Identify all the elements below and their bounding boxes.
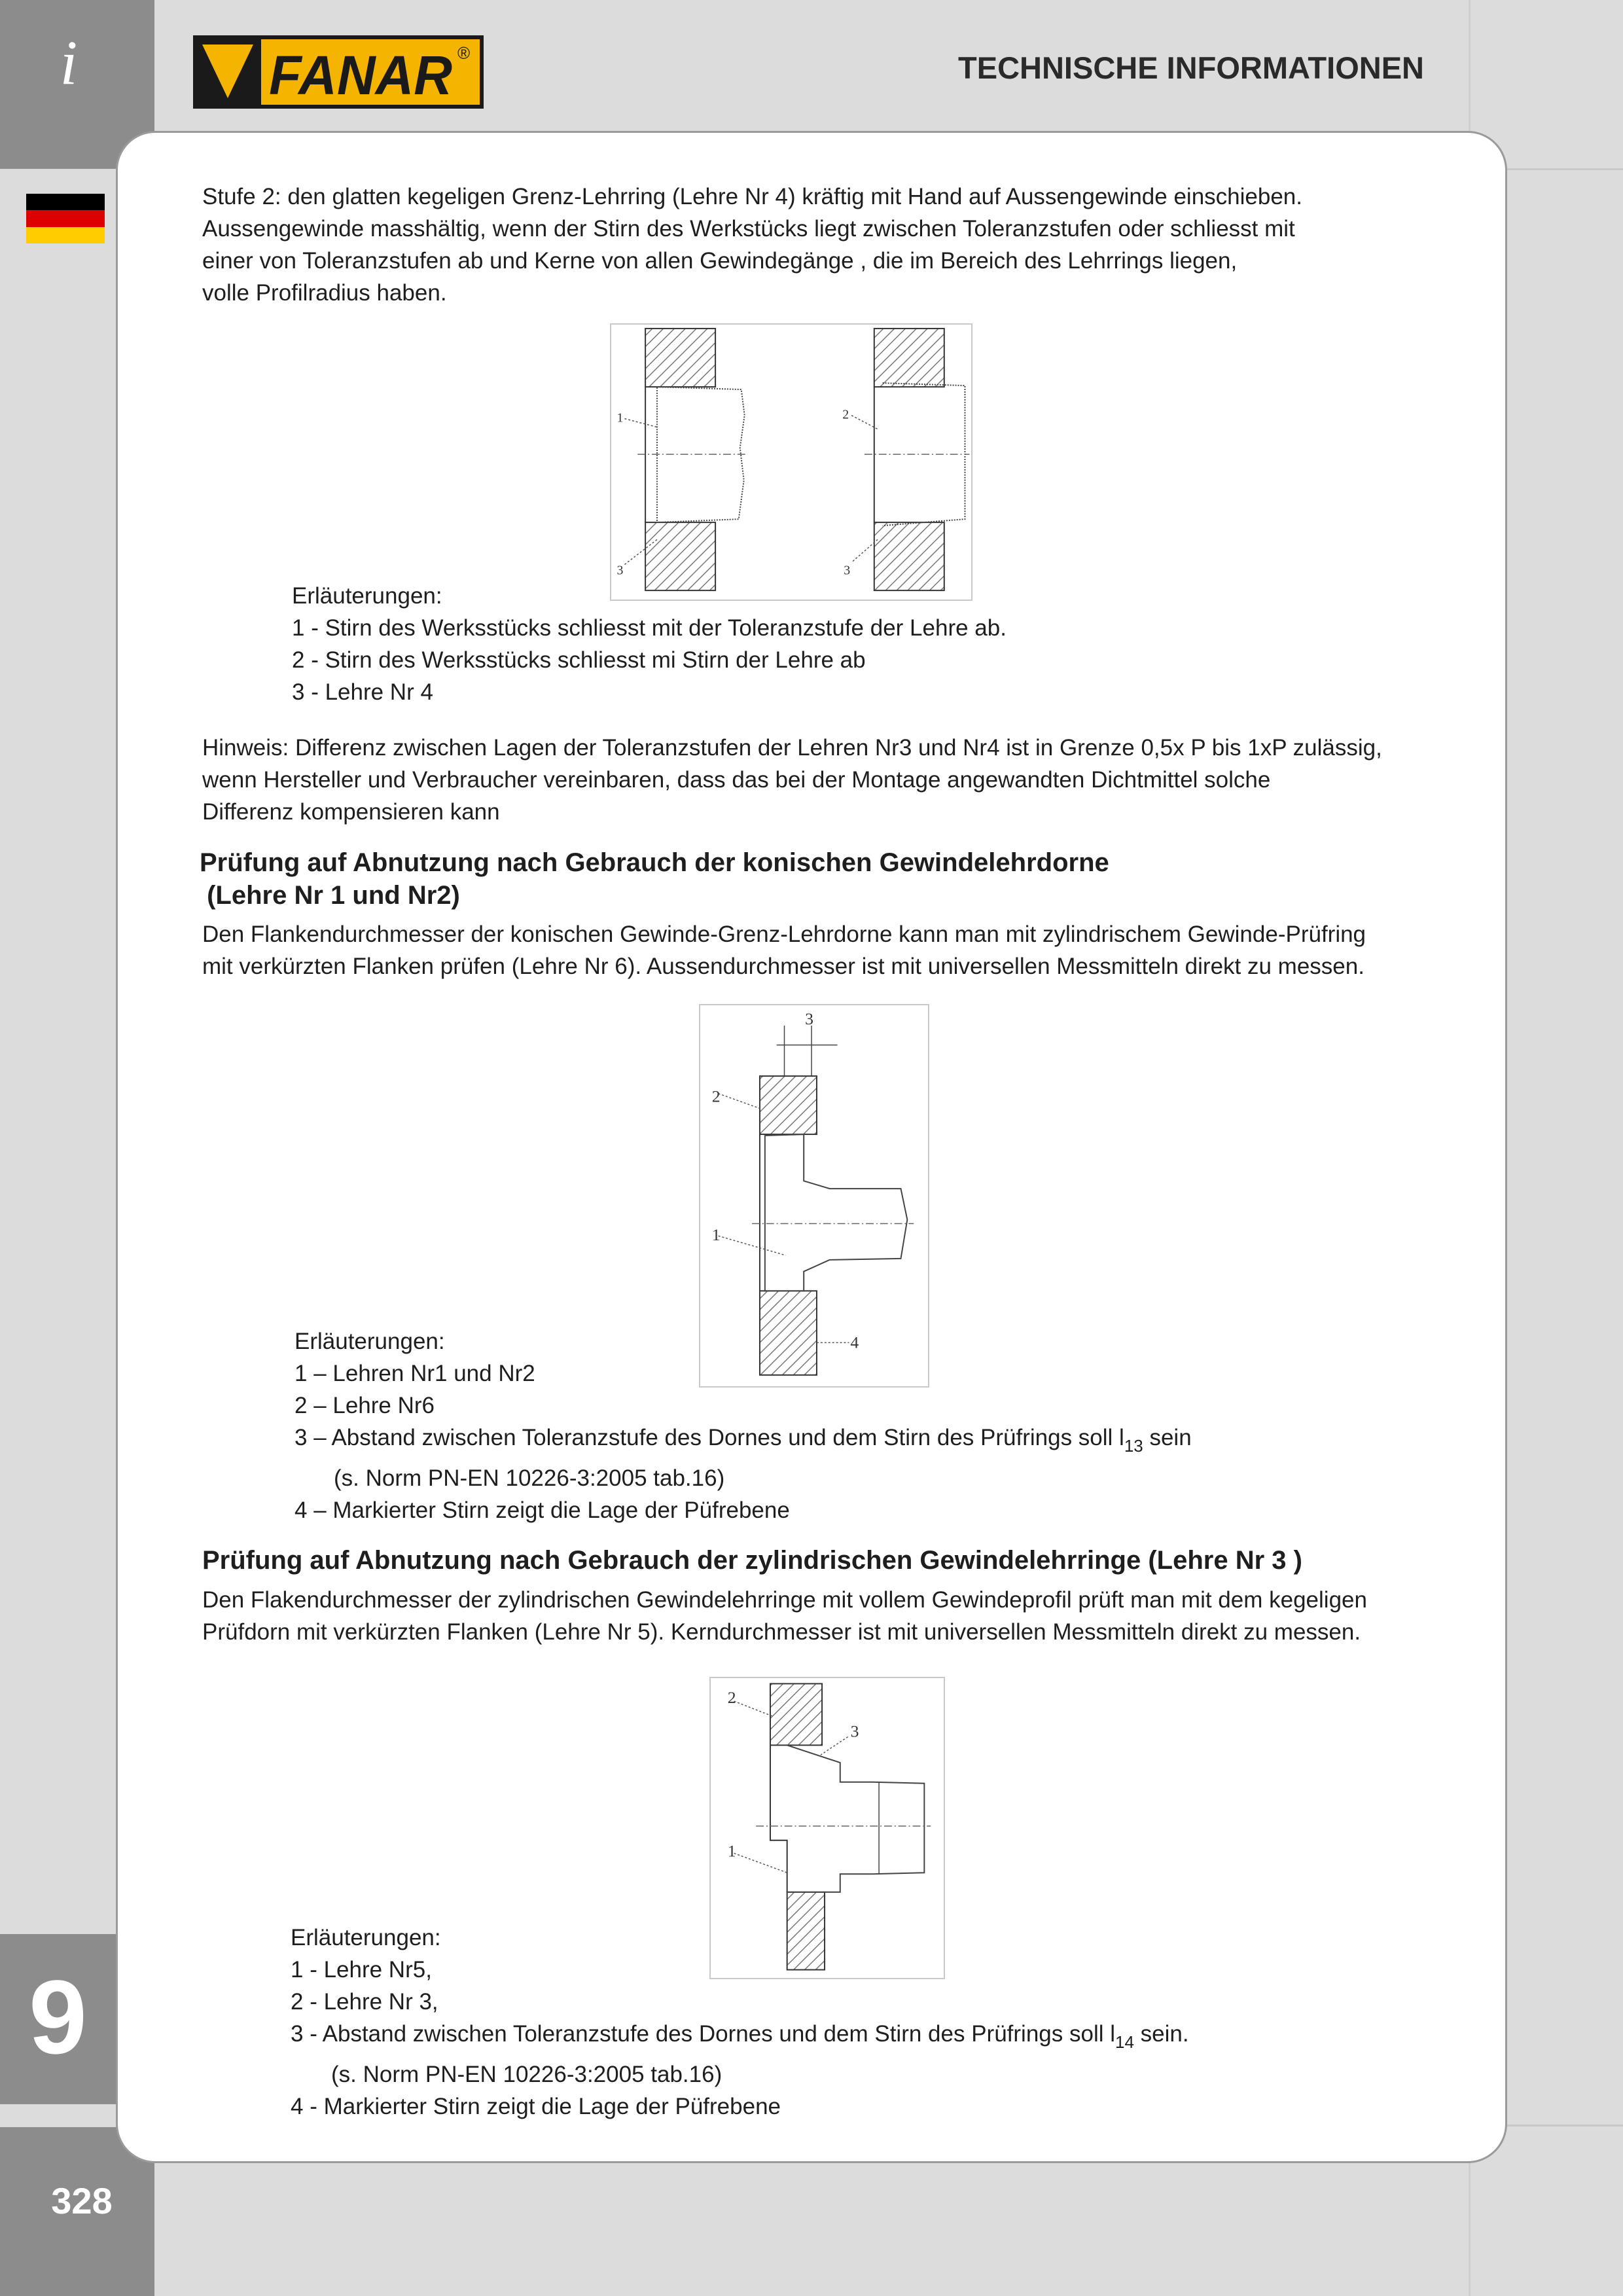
fig2-label: 1 [711, 1225, 721, 1245]
section-heading-conical-plugs [200, 846, 1109, 912]
legend-text: sein [1143, 1425, 1192, 1450]
section2-body [202, 918, 1366, 982]
fig3-label: 1 [727, 1841, 736, 1861]
legend-2 [294, 1325, 1192, 1526]
legend-item: 2 - Lehre Nr 3, [291, 1989, 438, 2015]
hint-line: Hinweis: Differenz zwischen Lagen der Toleranzstufen der Lehren Nr3 und Nr4 ist in Grenze 0,5x P bis 1xP zulässig, [202, 735, 1382, 761]
fig3-label: 2 [727, 1688, 736, 1708]
fig2-label: 2 [711, 1086, 721, 1106]
logo-text: FANAR [269, 45, 453, 106]
chapter-number: 9 [29, 1958, 87, 2075]
legend-text: sein. [1133, 2021, 1189, 2047]
legend-title: Erläuterungen: [291, 1925, 441, 1950]
legend-item: 1 - Lehre Nr5, [291, 1957, 432, 1982]
legend-item: 4 – Markierter Stirn zeigt die Lage der Püfrebene [294, 1498, 790, 1523]
subscript: 14 [1115, 2032, 1134, 2052]
fig3-label: 3 [850, 1721, 859, 1741]
german-flag-icon [26, 194, 105, 243]
legend-item: 1 – Lehren Nr1 und Nr2 [294, 1361, 535, 1386]
legend-1 [292, 580, 1007, 708]
info-icon: i [60, 27, 78, 98]
legend-item [294, 1422, 1192, 1462]
fig2-label: 3 [805, 1009, 814, 1029]
intro-paragraph [202, 181, 1302, 309]
legend-item-cont: (s. Norm PN-EN 10226-3:2005 tab.16) [331, 2062, 722, 2087]
legend-item: 2 – Lehre Nr6 [294, 1393, 435, 1418]
legend-item: 4 - Markierter Stirn zeigt die Lage der Püfrebene [291, 2094, 781, 2119]
fig1-label: 3 [844, 563, 851, 578]
logo-registered: ® [457, 43, 471, 63]
figure-ring-gauge-positions [610, 323, 972, 601]
intro-line: Aussengewinde masshältig, wenn der Stirn des Werkstücks liegt zwischen Toleranzstufen oder schliesst mit [202, 216, 1295, 242]
heading-line: (Lehre Nr 1 und Nr2) [200, 881, 460, 910]
fig1-label: 2 [842, 407, 849, 422]
body-line: Den Flankendurchmesser der konischen Gewinde-Grenz-Lehrdorne kann man mit zylindrischem Gewinde-Prüfring [202, 922, 1366, 947]
legend-item: 2 - Stirn des Werksstücks schliesst mi Stirn der Lehre ab [292, 647, 866, 673]
hint-line: wenn Hersteller und Verbraucher vereinbaren, dass das bei der Montage angewandten Dichtmittel solche [202, 767, 1271, 793]
fig1-label: 1 [616, 410, 624, 425]
legend-item-cont: (s. Norm PN-EN 10226-3:2005 tab.16) [334, 1465, 725, 1491]
legend-text: 3 – Abstand zwischen Toleranzstufe des Dornes und dem Stirn des Prüfrings soll l [294, 1425, 1124, 1450]
hint-paragraph [202, 732, 1382, 828]
hint-line: Differenz kompensieren kann [202, 799, 500, 825]
fig1-label: 3 [616, 563, 624, 578]
intro-line: Stufe 2: den glatten kegeligen Grenz-Lehrring (Lehre Nr 4) kräftig mit Hand auf Aussengewinde einschieben. [202, 184, 1302, 209]
legend-item [291, 2018, 1189, 2058]
legend-item: 1 - Stirn des Werksstücks schliesst mit der Toleranzstufe der Lehre ab. [292, 615, 1007, 641]
intro-line: volle Profilradius haben. [202, 280, 447, 306]
intro-line: einer von Toleranzstufen ab und Kerne von allen Gewindegänge , die im Bereich des Lehrrings liegen, [202, 248, 1238, 274]
heading-line: Prüfung auf Abnutzung nach Gebrauch der konischen Gewindelehrdorne [200, 848, 1109, 877]
subscript: 13 [1124, 1436, 1143, 1456]
body-line: Prüfdorn mit verkürzten Flanken (Lehre Nr 5). Kerndurchmesser ist mit universellen Messmitteln direkt zu messen. [202, 1619, 1361, 1645]
page-number: 328 [51, 2180, 113, 2221]
legend-item: 3 - Lehre Nr 4 [292, 679, 433, 705]
fanar-logo [193, 35, 484, 109]
fig2-label: 4 [850, 1333, 859, 1352]
section-heading-cylindrical-rings: Prüfung auf Abnutzung nach Gebrauch der zylindrischen Gewindelehrringe (Lehre Nr 3 ) [202, 1546, 1302, 1575]
section3-body [202, 1584, 1367, 1648]
body-line: mit verkürzten Flanken prüfen (Lehre Nr 6). Aussendurchmesser ist mit universellen Messmitteln direkt zu messen. [202, 954, 1364, 979]
body-line: Den Flakendurchmesser der zylindrischen Gewindelehrringe mit vollem Gewindeprofil prüft man mit dem kegeligen [202, 1587, 1367, 1613]
legend-text: 3 - Abstand zwischen Toleranzstufe des Dornes und dem Stirn des Prüfrings soll l [291, 2021, 1115, 2047]
legend-title: Erläuterungen: [294, 1329, 445, 1354]
page-header-title: TECHNISCHE INFORMATIONEN [958, 50, 1424, 85]
legend-title: Erläuterungen: [292, 583, 442, 609]
legend-3 [291, 1922, 1189, 2123]
